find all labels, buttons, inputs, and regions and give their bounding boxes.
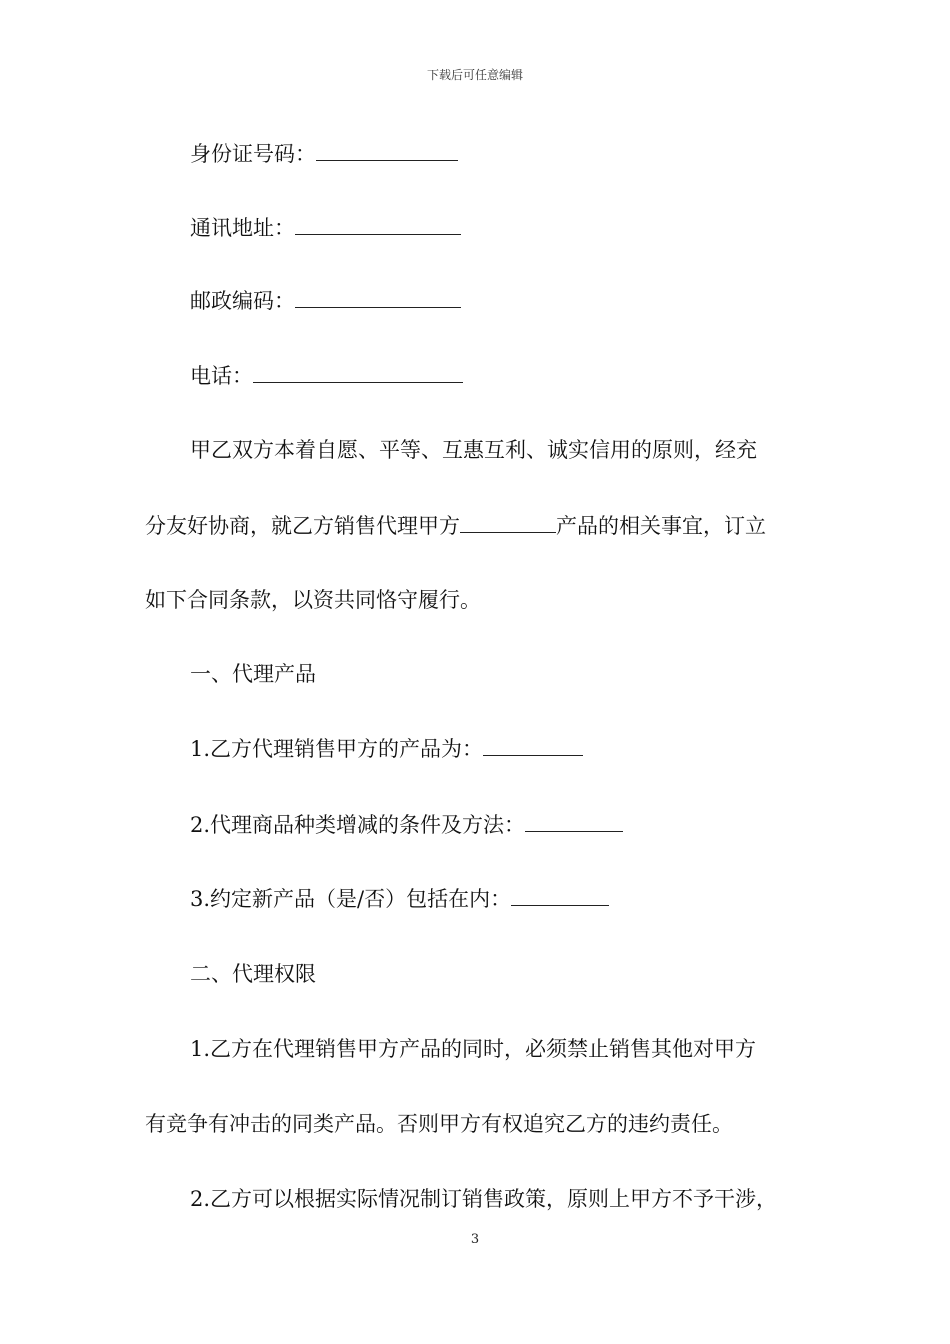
address-label: 通讯地址： [190, 216, 295, 240]
postcode-label: 邮政编码： [190, 289, 295, 313]
postcode-blank [295, 289, 461, 308]
section-1-item-3-text: 3.约定新产品（是/否）包括在内： [190, 887, 512, 911]
product-blank [460, 514, 556, 533]
section-1-title: 一、代理产品 [190, 662, 316, 686]
section-1-item-2 [190, 811, 623, 839]
section-2-title: 二、代理权限 [190, 962, 316, 986]
id-number-label: 身份证号码： [190, 142, 316, 166]
section-2-item-1-line-1: 1.乙方在代理销售甲方产品的同时，必须禁止销售其他对甲方 [190, 1037, 757, 1061]
section-1-item-1-blank [483, 737, 583, 756]
intro-line-2 [145, 512, 766, 540]
page-header: 下载后可任意编辑 [426, 68, 523, 82]
section-1-item-2-blank [525, 813, 623, 832]
section-2-item-1-line-2: 有竞争有冲击的同类产品。否则甲方有权追究乙方的违约责任。 [145, 1112, 733, 1136]
section-1-item-3-blank [511, 887, 609, 906]
phone-label: 电话： [190, 364, 253, 388]
section-2-item-2-line-1: 2.乙方可以根据实际情况制订销售政策，原则上甲方不予干涉， [190, 1187, 778, 1211]
phone-blank [253, 364, 463, 383]
id-number-field [190, 140, 458, 168]
section-1-item-3 [190, 885, 609, 913]
intro-line-3: 如下合同条款，以资共同恪守履行。 [145, 588, 481, 612]
id-number-blank [316, 142, 458, 161]
section-1-item-1 [190, 735, 583, 763]
section-1-item-2-text: 2.代理商品种类增减的条件及方法： [190, 813, 526, 837]
section-1-item-1-text: 1.乙方代理销售甲方的产品为： [190, 737, 484, 761]
intro-line-2-start: 分友好协商，就乙方销售代理甲方 [145, 514, 460, 538]
address-field [190, 214, 461, 242]
intro-line-2-end: 产品的相关事宜，订立 [556, 514, 766, 538]
postcode-field [190, 287, 461, 315]
page-number: 3 [470, 1232, 480, 1247]
intro-line-1: 甲乙双方本着自愿、平等、互惠互利、诚实信用的原则，经充 [190, 438, 757, 462]
phone-field [190, 362, 463, 390]
address-blank [295, 216, 461, 235]
